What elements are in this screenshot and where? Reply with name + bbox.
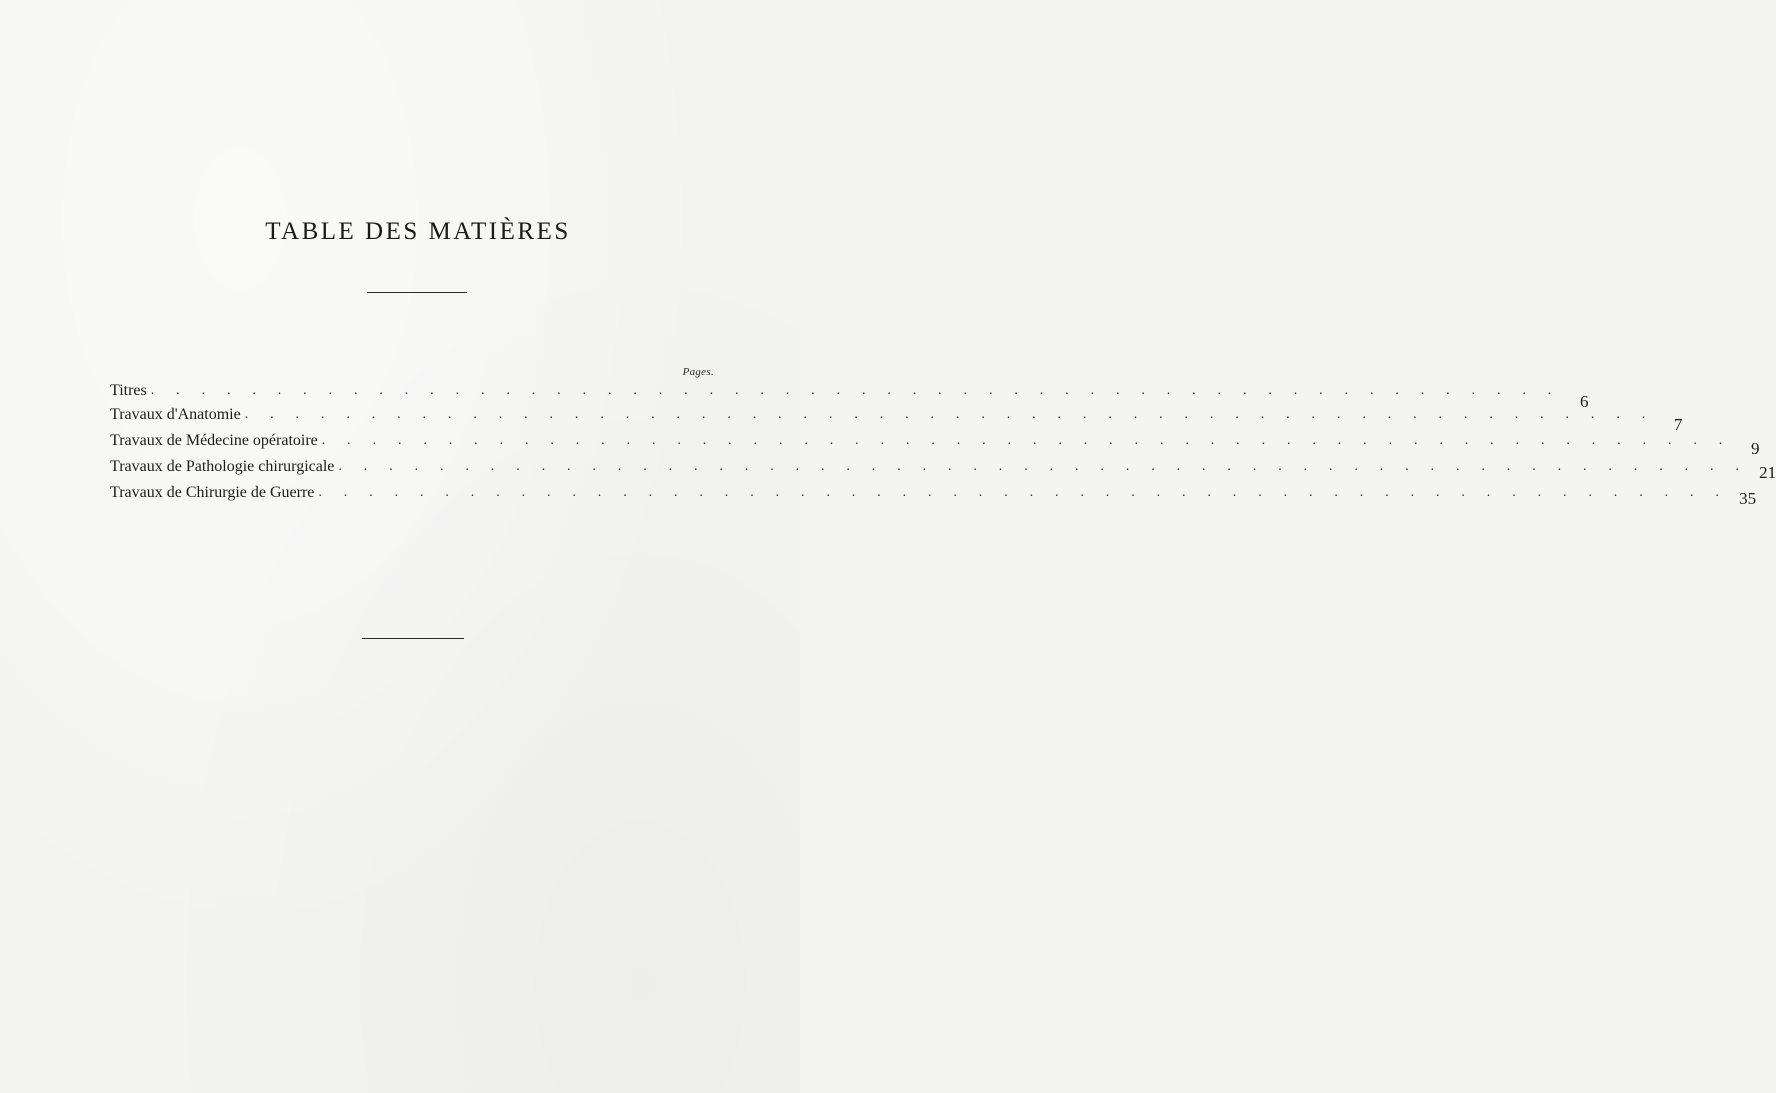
toc-entry-page-number: 7: [1673, 415, 1683, 434]
dot-leader: . . . . . . . . . . . . . . . . . . . . . . . . . . . . . . . . . . . . . . . . . . . . . . . . . . . . . . . .: [338, 459, 1749, 474]
dot-leader: . . . . . . . . . . . . . . . . . . . . . . . . . . . . . . . . . . . . . . . . . . . . . . . . . . . . . . . .: [244, 407, 1655, 422]
dot-leader: . . . . . . . . . . . . . . . . . . . . . . . . . . . . . . . . . . . . . . . . . . . . . . . . . . . . . . . .: [318, 485, 1729, 500]
toc-entry-chirurgie-de-guerre: [110, 478, 1757, 508]
toc-entry-medecine-operatoire: [110, 426, 1760, 458]
toc-entry-label: Titres: [110, 382, 147, 399]
dot-leader: . . . . . . . . . . . . . . . . . . . . . . . . . . . . . . . . . . . . . . . . . . . . . . . . . . . . . . . .: [150, 383, 1561, 398]
toc-entry-anatomie: [110, 400, 1683, 434]
pages-column-header: Pages.: [682, 366, 714, 378]
dot-leader: . . . . . . . . . . . . . . . . . . . . . . . . . . . . . . . . . . . . . . . . . . . . . . . . . . . . . . . .: [321, 433, 1732, 448]
page-title: TABLE DES MATIÈRES: [265, 218, 571, 245]
toc-entry-label: Travaux de Médecine opératoire: [110, 432, 318, 449]
toc-entry-page-number: 9: [1750, 439, 1760, 458]
toc-entry-label: Travaux de Pathologie chirurgicale: [110, 458, 335, 475]
title-divider: [367, 292, 467, 293]
closing-divider: [362, 638, 464, 639]
toc-entry-titres: [110, 376, 1589, 411]
toc-entry-pathologie-chirurgicale: [110, 452, 1776, 482]
toc-entry-page-number: 6: [1579, 392, 1589, 411]
toc-entry-page-number: 21: [1759, 463, 1776, 482]
toc-entry-label: Travaux de Chirurgie de Guerre: [110, 484, 315, 501]
toc-entry-page-number: 35: [1739, 489, 1757, 508]
toc-entry-label: Travaux d'Anatomie: [110, 406, 241, 423]
